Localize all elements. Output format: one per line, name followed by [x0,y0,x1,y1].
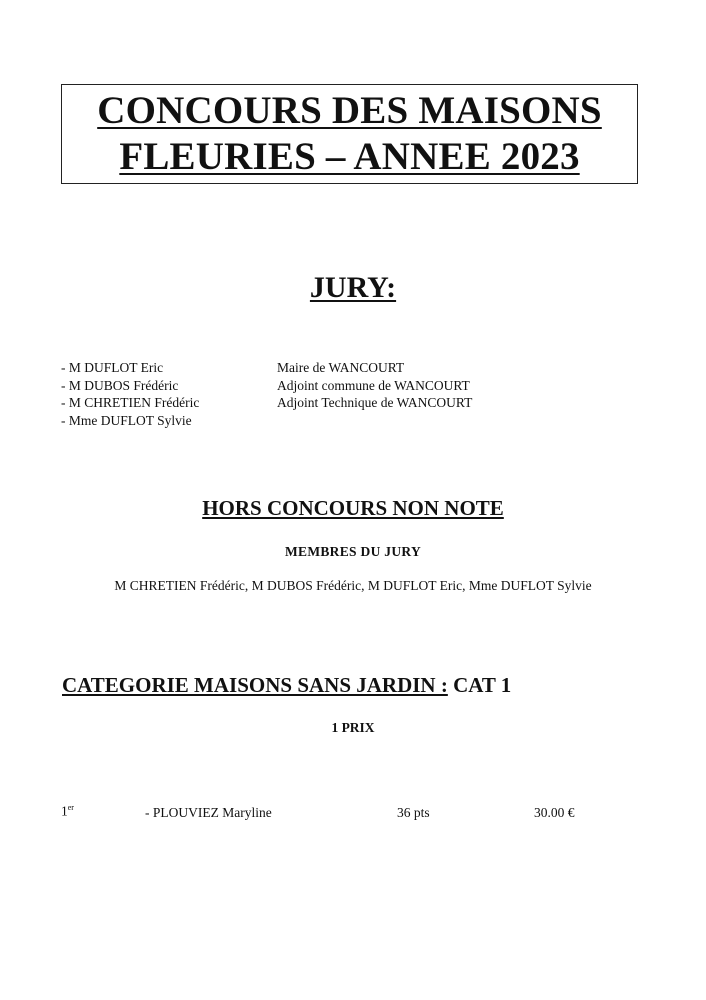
category-heading-code: CAT 1 [447,673,512,697]
result-points: 36 pts [397,805,430,820]
jury-member-name: - Mme DUFLOT Sylvie [61,412,192,428]
result-amount: 30.00 € [534,805,575,820]
jury-member-role: Maire de WANCOURT [277,360,405,375]
title-box [61,84,638,184]
jury-role-list [277,359,472,412]
jury-member-name: - M DUFLOT Eric [61,360,164,375]
jury-member-role: Adjoint commune de WANCOURT [277,377,470,393]
jury-heading: JURY: [309,271,397,304]
jury-member-name: - M CHRETIEN Frédéric [61,395,200,410]
prize-count: 1 PRIX [331,720,375,735]
result-row [0,802,706,824]
jury-member-list [61,359,199,429]
category-heading-underlined: CATEGORIE MAISONS SANS JARDIN : [62,673,448,697]
result-rank [61,803,74,820]
jury-member-role: Adjoint Technique de WANCOURT [277,395,473,410]
result-name: - PLOUVIEZ Maryline [145,805,272,820]
result-rank-number: 1 [61,803,68,819]
category-heading [62,673,511,698]
hors-concours-heading: HORS CONCOURS NON NOTE [202,496,504,520]
title-line-2: FLEURIES – ANNEE 2023 [119,135,580,178]
result-rank-suffix: er [67,803,74,812]
membres-du-jury-subheading: MEMBRES DU JURY [284,544,422,559]
jury-member-name: - M DUBOS Frédéric [61,377,179,393]
membres-du-jury-names: M CHRETIEN Frédéric, M DUBOS Frédéric, M DUFLOT Eric, Mme DUFLOT Sylvie [114,578,592,593]
title-line-1: CONCOURS DES MAISONS [97,89,602,132]
